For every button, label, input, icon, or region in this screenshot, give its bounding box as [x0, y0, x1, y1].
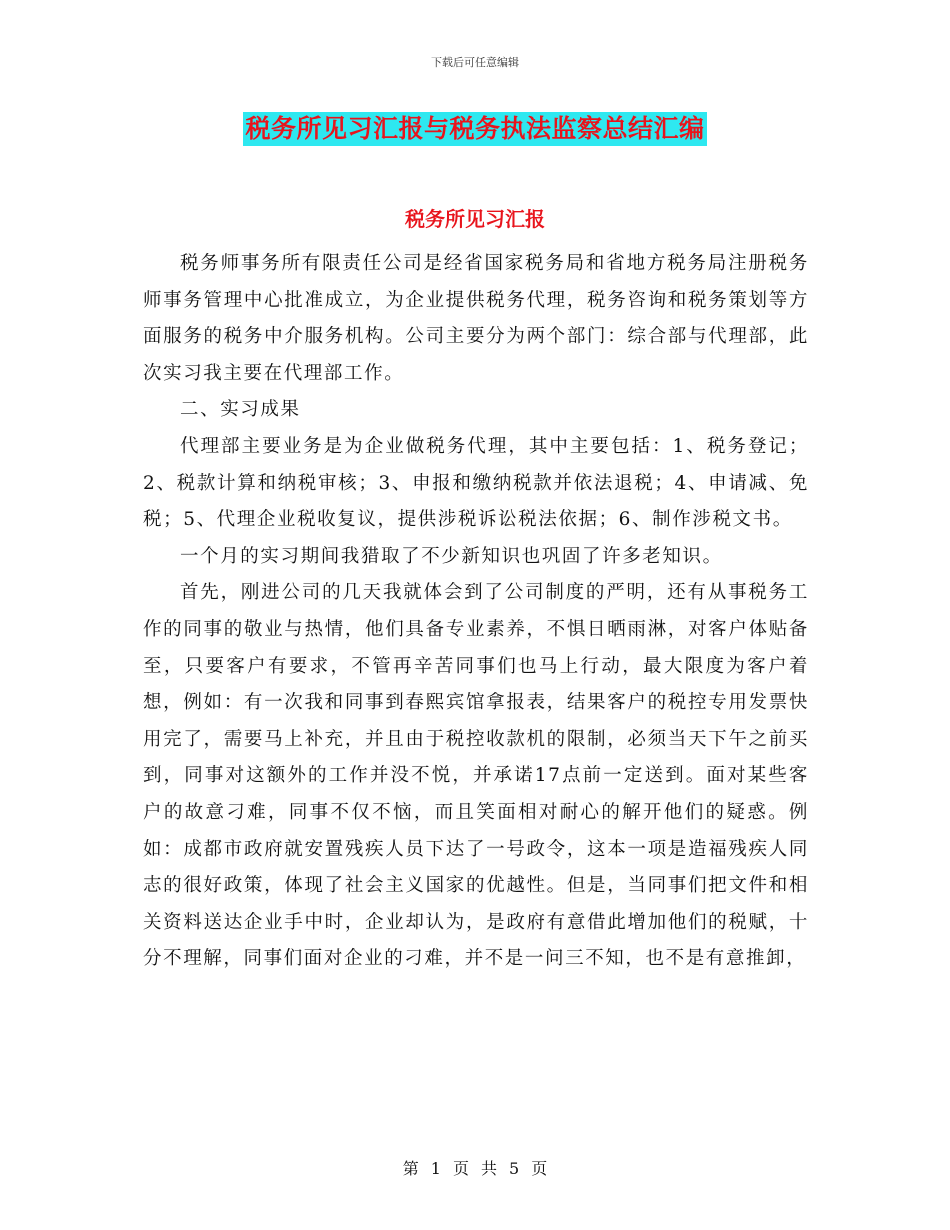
main-title-wrap	[0, 112, 950, 146]
footer-total-label: 共	[481, 1159, 498, 1178]
paragraph-internship-gain: 一个月的实习期间我猎取了不少新知识也巩固了许多老知识。	[180, 545, 723, 567]
document-title: 税务所见习汇报与税务执法监察总结汇编	[243, 112, 706, 146]
footer-total-pages: 5	[509, 1159, 520, 1178]
paragraph-intro: 税务师事务所有限责任公司是经省国家税务局和省地方税务局注册税务师事务管理中心批准成立，为企业提供税务代理，税务咨询和税务策划等方面服务的税务中介服务机构。公司主要分为两个部门：综合部与代理部，此次实习我主要在代理部工作。	[143, 253, 809, 384]
footer-suffix: 页	[531, 1159, 548, 1178]
page-footer	[0, 1156, 950, 1179]
footer-prefix: 第	[402, 1159, 419, 1178]
paragraph-heading-results: 二、实习成果	[180, 399, 301, 421]
footer-page-number: 1	[430, 1159, 441, 1178]
document-body	[143, 246, 809, 978]
footer-page-label: 页	[452, 1159, 469, 1178]
paragraph-agency-business: 代理部主要业务是为企业做税务代理，其中主要包括：1、税务登记；2、税款计算和纳税审核；3、申报和缴纳税款并依法退税；4、申请减、免税；5、代理企业税收复议，提供涉税诉讼税法依据；6、制作涉税文书。	[143, 435, 809, 531]
paragraph-first-impressions: 首先，刚进公司的几天我就体会到了公司制度的严明，还有从事税务工作的同事的敬业与热情，他们具备专业素养，不惧日晒雨淋，对客户体贴备至，只要客户有要求，不管再辛苦同事们也马上行动，最大限度为客户着想，例如：有一次我和同事到春熙宾馆拿报表，结果客户的税控专用发票快用完了，需要马上补充，并且由于税控收款机的限制，必须当天下午之前买到，同事对这额外的工作并没不悦，并承诺17点前一定送到。面对某些客户的故意刁难，同事不仅不恼，而且笑面相对耐心的解开他们的疑惑。例如：成都市政府就安置残疾人员下达了一号政令，这本一项是造福残疾人同志的很好政策，体现了社会主义国家的优越性。但是，当同事们把文件和相关资料送达企业手中时，企业却认为，是政府有意借此增加他们的税赋，十分不理解，同事们面对企业的刁难，并不是一问三不知，也不是有意推卸，	[143, 582, 809, 970]
header-note: 下载后可任意编辑	[431, 56, 519, 69]
section-title: 税务所见习汇报	[405, 207, 545, 231]
